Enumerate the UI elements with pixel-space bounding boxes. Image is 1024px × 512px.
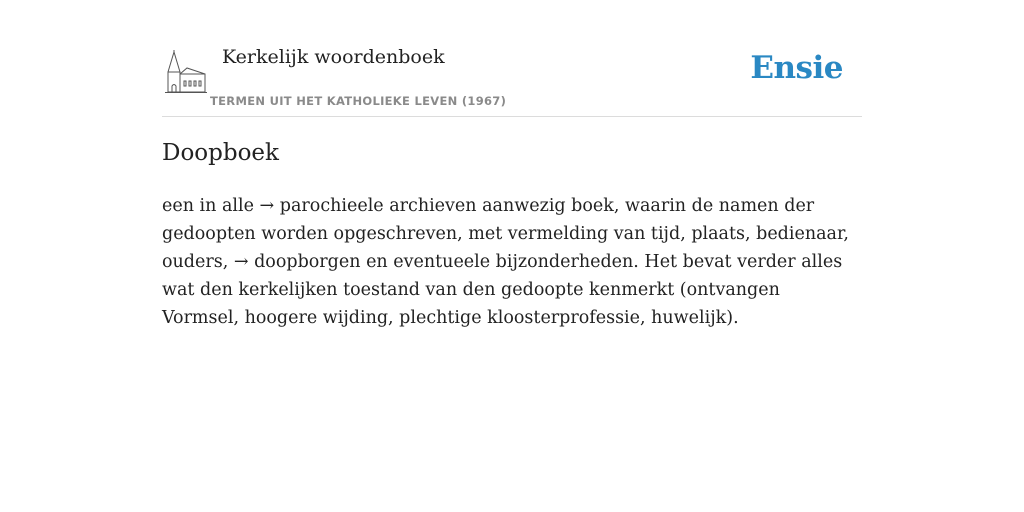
church-icon [165,50,207,94]
definition-text: een in alle [162,196,260,216]
xref-link-doopborgen[interactable]: doopborgen [254,252,361,272]
site-subtitle: TERMEN UIT HET KATHOLIEKE LEVEN (1967) [210,94,507,108]
entry-definition [162,192,862,332]
definition-text: archieven aanwezig boek, waarin de namen der gedoopten worden opgeschreven, met vermelding van tijd, plaats, bedienaar, ouders, [162,196,849,272]
page [162,0,862,328]
entry-title: Doopboek [162,140,279,166]
arrow-icon: → [259,196,275,216]
site-title[interactable]: Kerkelijk woordenboek [222,46,445,68]
definition-text: en eventueele bijzonderheden. Het bevat verder alles wat den kerkelijken toestand van den gedoopte kenmerkt (ontvangen Vormsel, hoogere wijding, plechtige kloosterprofessie, huwelijk). [162,252,843,328]
xref-link-parochieele[interactable]: parochieele [279,196,384,216]
arrow-icon: → [233,252,249,272]
brand-logo[interactable]: Ensie [750,50,843,86]
site-header [162,0,862,117]
